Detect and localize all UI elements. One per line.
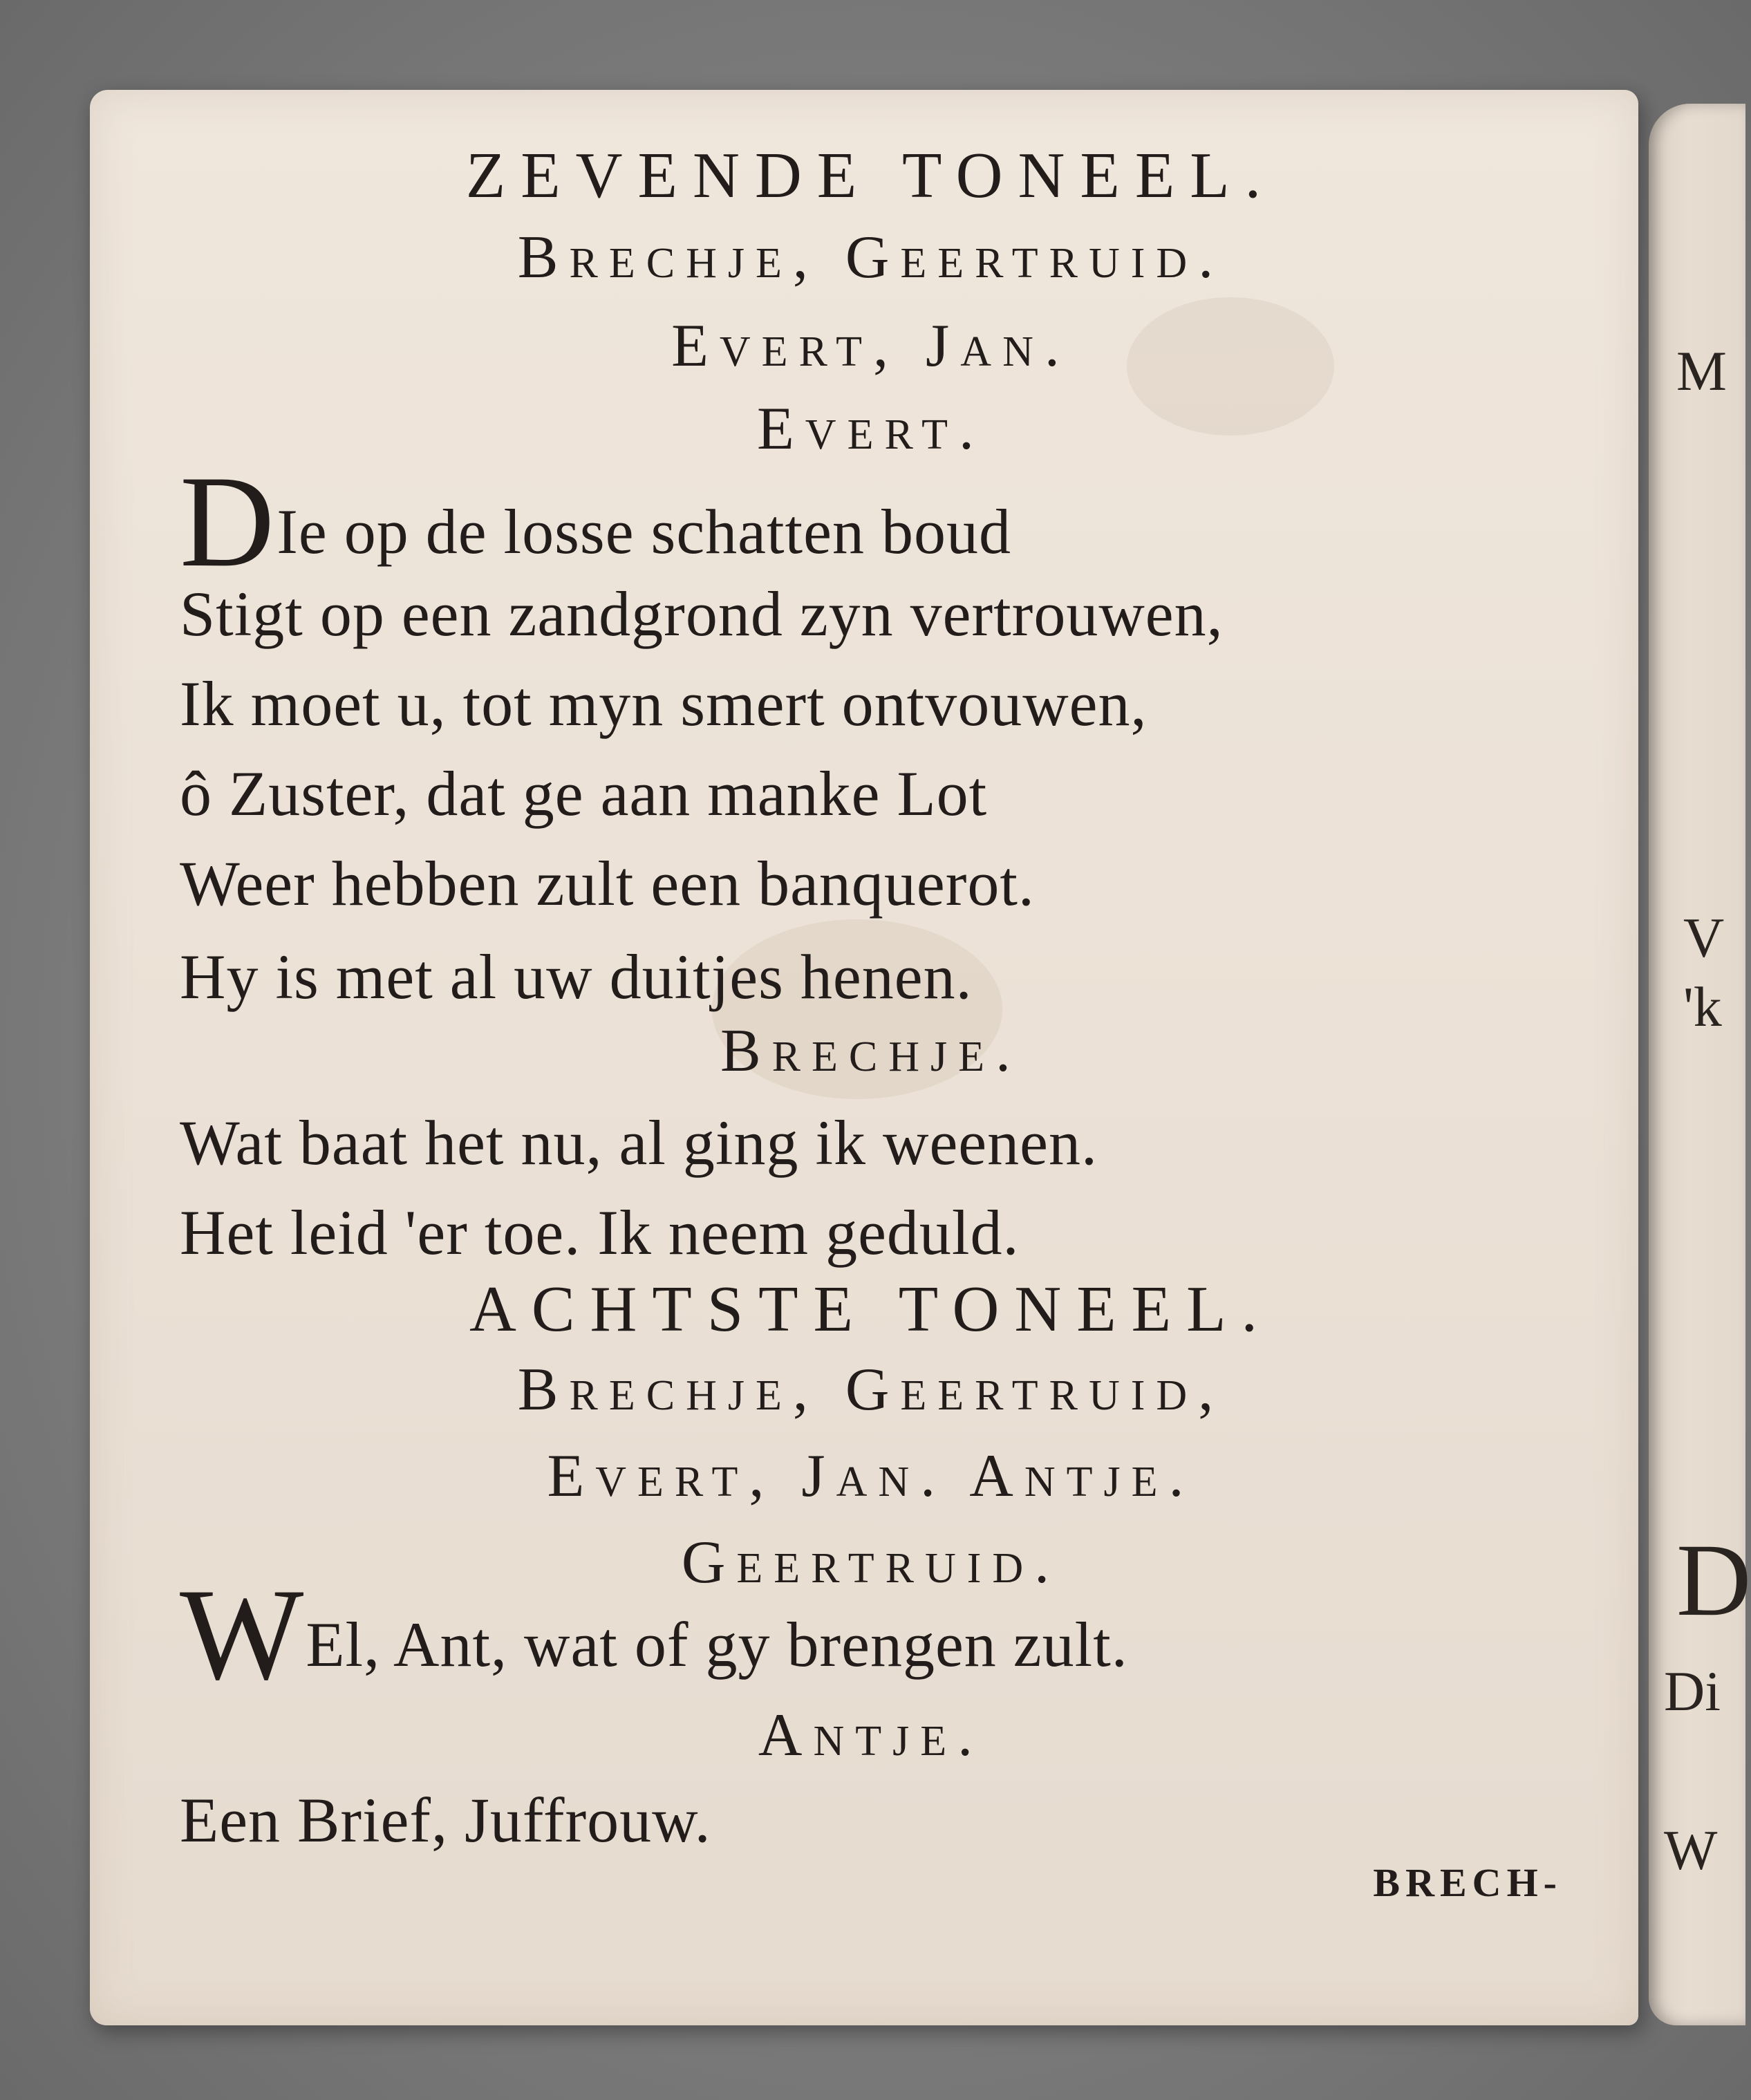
character-list: Evert, Jan. (671, 312, 1071, 379)
book-page (90, 90, 1638, 2025)
adjacent-fragment: D (1676, 1523, 1751, 1638)
scene-heading: ZEVENDE TONEEL. (465, 140, 1277, 212)
verse-text: Ie op de losse schatten boud (277, 496, 1011, 567)
verse-line: Het leid 'er toe. Ik neem geduld. (180, 1197, 1020, 1268)
verse-line (180, 449, 1562, 594)
verse-line: Een Brief, Juffrouw. (180, 1785, 711, 1855)
character-list: Evert, Jan. Antje. (547, 1443, 1195, 1510)
adjacent-page-edge (1649, 104, 1751, 2025)
speaker-name: Evert. (757, 395, 985, 462)
verse-line: Weer hebben zult een banquerot. (180, 848, 1035, 919)
verse-line: Wat baat het nu, al ging ik weenen. (180, 1107, 1098, 1178)
character-list: Brechje, Geertruid, (517, 1356, 1225, 1423)
verse-line: Stigt op een zandgrond zyn vertrouwen, (180, 579, 1224, 649)
verse-line: ô Zuster, dat ge aan manke Lot (180, 758, 988, 829)
verse-line: Ik moet u, tot myn smert ontvouwen, (180, 668, 1148, 739)
adjacent-fragment: W (1664, 1819, 1718, 1882)
drop-cap: W (180, 1562, 305, 1707)
adjacent-fragment: 'k (1683, 975, 1722, 1038)
adjacent-fragment: M (1676, 339, 1727, 402)
catchword: BRECH- (1373, 1860, 1562, 1905)
speaker-name: Antje. (758, 1702, 984, 1769)
verse-line: Hy is met al uw duitjes henen. (180, 941, 973, 1012)
speaker-name: Brechje. (720, 1018, 1022, 1085)
drop-cap: D (180, 449, 276, 594)
verse-text: El, Ant, wat of gy brengen zult. (306, 1609, 1128, 1680)
character-list: Brechje, Geertruid. (517, 224, 1225, 291)
speaker-name: Geertruid. (681, 1529, 1061, 1596)
adjacent-fragment: Di (1664, 1660, 1721, 1723)
scene-heading: ACHTSTE TONEEL. (469, 1273, 1273, 1345)
adjacent-fragment: V (1683, 906, 1725, 969)
